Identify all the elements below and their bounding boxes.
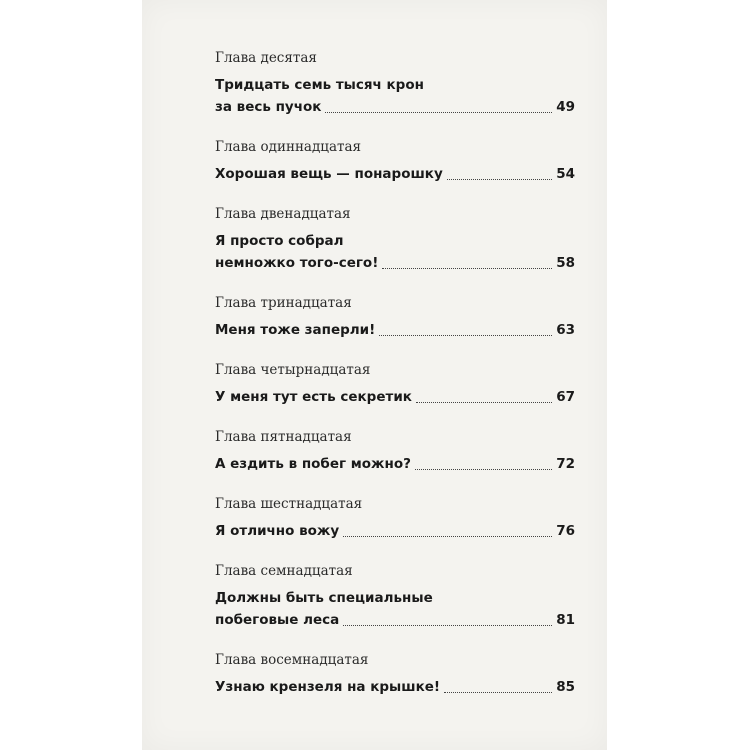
- chapter-title-line: немножко того-сего!: [215, 255, 379, 271]
- chapter-label: Глава восемнадцатая: [215, 652, 369, 668]
- toc-entry: [215, 204, 575, 274]
- dot-leader: [416, 401, 552, 403]
- chapter-label: Глава одиннадцатая: [215, 139, 362, 155]
- table-of-contents: [215, 48, 575, 717]
- toc-entry: [215, 137, 575, 185]
- dot-leader: [444, 691, 552, 693]
- chapter-label: Глава тринадцатая: [215, 295, 352, 311]
- dot-leader: [447, 178, 552, 180]
- chapter-title-row: [215, 520, 575, 542]
- toc-entry: [215, 293, 575, 341]
- chapter-title-row: [215, 386, 575, 408]
- dot-leader: [325, 111, 552, 113]
- toc-entry: [215, 650, 575, 698]
- dot-leader: [343, 535, 552, 537]
- dot-leader: [379, 334, 552, 336]
- chapter-label: Глава шестнадцатая: [215, 496, 363, 512]
- page-number: 58: [556, 255, 575, 271]
- chapter-title-line: Меня тоже заперли!: [215, 322, 376, 338]
- page-number: 49: [556, 99, 575, 115]
- chapter-label: Глава семнадцатая: [215, 563, 353, 579]
- chapter-title-line: Я отлично вожу: [215, 523, 340, 539]
- page-number: 72: [556, 456, 575, 472]
- dot-leader: [415, 468, 552, 470]
- toc-entry: [215, 360, 575, 408]
- chapter-title-row: [215, 453, 575, 475]
- chapter-title-line: Хорошая вещь — понарошку: [215, 166, 443, 182]
- chapter-label: Глава десятая: [215, 50, 317, 66]
- chapter-title-row: [215, 319, 575, 341]
- toc-entry: [215, 427, 575, 475]
- chapter-label: Глава пятнадцатая: [215, 429, 352, 445]
- chapter-title-line: Тридцать семь тысяч крон: [215, 77, 424, 93]
- chapter-title-line: А ездить в побег можно?: [215, 456, 411, 472]
- toc-entry: [215, 48, 575, 118]
- chapter-title-line: Я просто собрал: [215, 233, 344, 249]
- toc-entry: [215, 561, 575, 631]
- page-number: 67: [556, 389, 575, 405]
- page-number: 54: [556, 166, 575, 182]
- chapter-title-line: побеговые леса: [215, 612, 340, 628]
- chapter-title-line: Должны быть специальные: [215, 590, 433, 606]
- chapter-title-line: У меня тут есть секретик: [215, 389, 412, 405]
- page-number: 81: [556, 612, 575, 628]
- page-number: 63: [556, 322, 575, 338]
- chapter-title-row: [215, 163, 575, 185]
- toc-entry: [215, 494, 575, 542]
- chapter-label: Глава четырнадцатая: [215, 362, 371, 378]
- chapter-title-row: [215, 676, 575, 698]
- chapter-title-row: [215, 609, 575, 631]
- page-number: 76: [556, 523, 575, 539]
- chapter-label: Глава двенадцатая: [215, 206, 351, 222]
- dot-leader: [382, 267, 552, 269]
- chapter-title-line: за весь пучок: [215, 99, 322, 115]
- chapter-title-row: [215, 252, 575, 274]
- chapter-title-line: Узнаю крензеля на крышке!: [215, 679, 441, 695]
- book-page: [142, 0, 607, 750]
- page-number: 85: [556, 679, 575, 695]
- dot-leader: [343, 624, 552, 626]
- chapter-title-row: [215, 96, 575, 118]
